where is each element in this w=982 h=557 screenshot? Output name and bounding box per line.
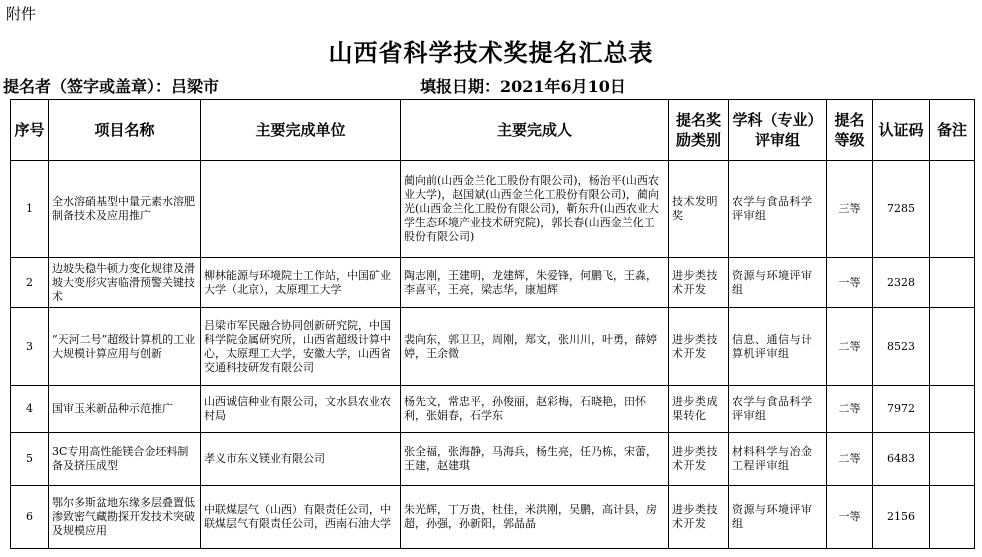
cell-units: 山西诚信种业有限公司，文水县农业农村局 [201, 386, 401, 433]
annex-label: 附件 [6, 5, 37, 23]
cell-people: 裴向东，郭卫卫，周刚，郑文，张川川，叶勇，薛婷婷，王余微 [401, 308, 669, 386]
cell-people: 陶志刚，王建明，龙建辉，朱爱锋，何鹏飞，王淼，李喜平，王亮，梁志华，康旭辉 [401, 258, 669, 308]
cell-remark [930, 308, 975, 386]
cell-seq: 5 [11, 433, 49, 486]
cell-award: 进步类技术开发 [669, 258, 729, 308]
cell-people: 蔺向前(山西金兰化工股份有限公司)，杨治平(山西农业大学)，赵国斌(山西金兰化工股份有限公司)，蔺向光(山西金兰化工股份有限公司)，靳东升(山西农业大学生态环境产业技术研究院)，郭长春(山西金兰化工股份有限公司) [401, 161, 669, 258]
header-people: 主要完成人 [401, 100, 669, 161]
header-project: 项目名称 [49, 100, 201, 161]
cell-seq: 2 [11, 258, 49, 308]
cell-remark [930, 486, 975, 549]
cell-units: 孝义市东义镁业有限公司 [201, 433, 401, 486]
cell-project: 国审玉米新品种示范推广 [49, 386, 201, 433]
cell-code: 6483 [873, 433, 930, 486]
header-group: 学科（专业）评审组 [729, 100, 827, 161]
cell-project: 鄂尔多斯盆地东缘多层叠置低渗致密气藏勘探开发技术突破及规模应用 [49, 486, 201, 549]
cell-award: 进步类技术开发 [669, 308, 729, 386]
fill-date-line: 填报日期：2021年6月10日 [420, 77, 626, 96]
document-title: 山西省科学技术奖提名汇总表 [328, 38, 654, 67]
cell-people: 朱光辉，丁万贵，杜佳，米洪刚，吴鹏，高计县，房超，孙强，孙新阳，郭晶晶 [401, 486, 669, 549]
header-remark: 备注 [930, 100, 975, 161]
cell-level: 二等 [827, 433, 873, 486]
header-code: 认证码 [873, 100, 930, 161]
nomination-summary-table [10, 99, 975, 549]
cell-seq: 3 [11, 308, 49, 386]
cell-award: 技术发明奖 [669, 161, 729, 258]
cell-code: 8523 [873, 308, 930, 386]
cell-level: 一等 [827, 486, 873, 549]
table-row [11, 386, 975, 433]
cell-remark [930, 386, 975, 433]
cell-project: 边坡失稳牛顿力变化规律及滑坡大变形灾害临滑预警关键技术 [49, 258, 201, 308]
cell-level: 一等 [827, 258, 873, 308]
cell-units: 中联煤层气（山西）有限责任公司，中联煤层气有限责任公司，西南石油大学 [201, 486, 401, 549]
cell-group: 农学与食品科学评审组 [729, 386, 827, 433]
header-units: 主要完成单位 [201, 100, 401, 161]
cell-group: 资源与环境评审组 [729, 258, 827, 308]
cell-code: 7285 [873, 161, 930, 258]
cell-award: 进步类技术开发 [669, 486, 729, 549]
cell-remark [930, 433, 975, 486]
cell-seq: 6 [11, 486, 49, 549]
table-row [11, 308, 975, 386]
cell-award: 进步类成果转化 [669, 386, 729, 433]
table-row [11, 433, 975, 486]
cell-project: 3C专用高性能镁合金坯料制备及挤压成型 [49, 433, 201, 486]
cell-group: 农学与食品科学评审组 [729, 161, 827, 258]
cell-code: 2156 [873, 486, 930, 549]
table-row [11, 258, 975, 308]
cell-units: 吕梁市军民融合协同创新研究院，中国科学院金属研究所，山西省超级计算中心，太原理工大学，安徽大学，山西省交通科技研发有限公司 [201, 308, 401, 386]
table-row [11, 486, 975, 549]
cell-level: 二等 [827, 386, 873, 433]
cell-remark [930, 258, 975, 308]
table-row [11, 161, 975, 258]
cell-units [201, 161, 401, 258]
cell-award: 进步类技术开发 [669, 433, 729, 486]
cell-project: “天河二号”超级计算机的工业大规模计算应用与创新 [49, 308, 201, 386]
cell-remark [930, 161, 975, 258]
cell-level: 三等 [827, 161, 873, 258]
header-level: 提名等级 [827, 100, 873, 161]
cell-code: 7972 [873, 386, 930, 433]
cell-group: 材料科学与冶金工程评审组 [729, 433, 827, 486]
cell-units: 柳林能源与环境院士工作站，中国矿业大学（北京），太原理工大学 [201, 258, 401, 308]
cell-project: 全水溶硝基型中量元素水溶肥制备技术及应用推广 [49, 161, 201, 258]
header-award: 提名奖励类别 [669, 100, 729, 161]
cell-code: 2328 [873, 258, 930, 308]
table-header-row [11, 100, 975, 161]
cell-seq: 4 [11, 386, 49, 433]
header-seq: 序号 [11, 100, 49, 161]
cell-people: 张全福，张海静，马海兵，杨生亮，任乃栋，宋蕾，王建，赵建琪 [401, 433, 669, 486]
cell-group: 信息、通信与计算机评审组 [729, 308, 827, 386]
nominator-line: 提名者（签字或盖章）：吕梁市 [3, 77, 220, 96]
cell-seq: 1 [11, 161, 49, 258]
cell-group: 资源与环境评审组 [729, 486, 827, 549]
cell-people: 杨先文，常忠平，孙俊丽，赵彩梅，石晓艳，田怀利，张娟春，石学东 [401, 386, 669, 433]
cell-level: 二等 [827, 308, 873, 386]
